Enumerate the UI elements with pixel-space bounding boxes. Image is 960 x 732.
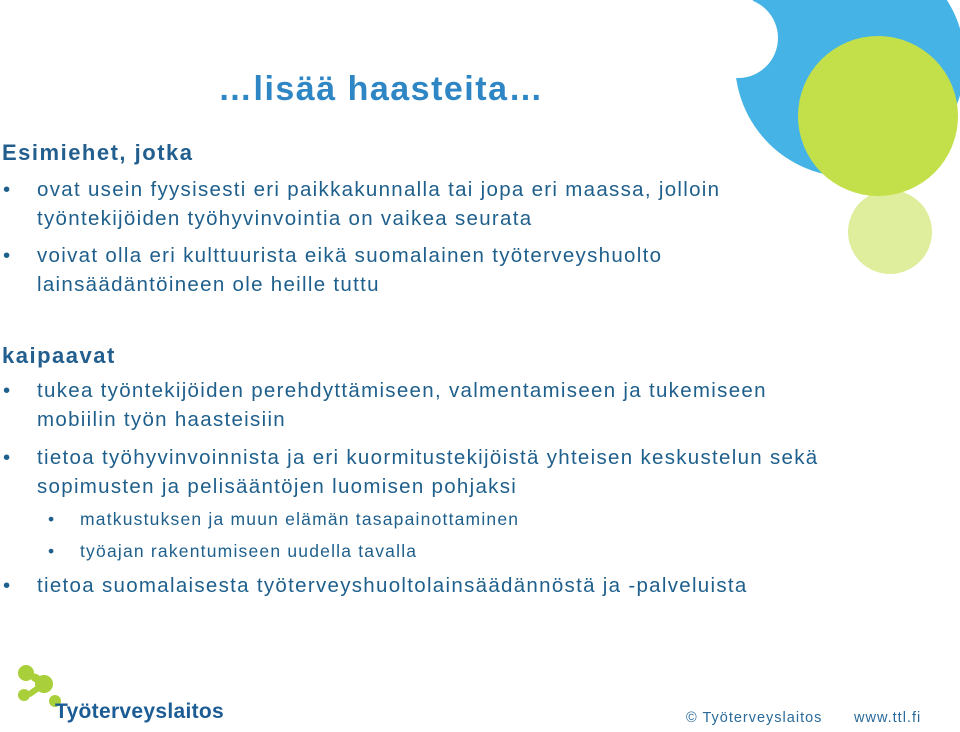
bullet-item: • tietoa työhyvinvoinnista ja eri kuormitustekijöistä yhteisen keskustelun sekä sopimusten ja pelisääntöjen luomisen pohjaksi xyxy=(37,443,867,501)
bullet-item: • ovat usein fyysisesti eri paikkakunnalla tai jopa eri maassa, jolloin työntekijöiden työhyvinvointia on vaikea seurata xyxy=(37,175,867,233)
section-heading-needs: kaipaavat xyxy=(2,343,116,368)
deco-circle-green xyxy=(798,36,958,196)
bullet-item: • tukea työntekijöiden perehdyttämiseen, valmentamiseen ja tukemiseen mobiilin työn haasteisiin xyxy=(37,376,827,434)
footer-copyright: © Työterveyslaitos xyxy=(686,710,823,726)
sub-bullet-item: • matkustuksen ja muun elämän tasapainottaminen xyxy=(80,507,519,531)
footer-url-link[interactable]: www.ttl.fi xyxy=(854,710,922,726)
slide-title: …lisää haasteita… xyxy=(218,70,544,108)
deco-circle-white xyxy=(698,0,778,78)
sub-bullet-item: • työajan rakentumiseen uudella tavalla xyxy=(80,539,417,563)
organization-logo-text: Työterveyslaitos xyxy=(55,700,224,723)
bullet-item: • tietoa suomalaisesta työterveyshuoltolainsäädännöstä ja -palveluista xyxy=(37,571,748,600)
section-heading-supervisors: Esimiehet, jotka xyxy=(2,140,194,165)
bullet-item: • voivat olla eri kulttuurista eikä suomalainen työterveyshuolto lainsäädäntöineen ole heille tuttu xyxy=(37,241,837,299)
